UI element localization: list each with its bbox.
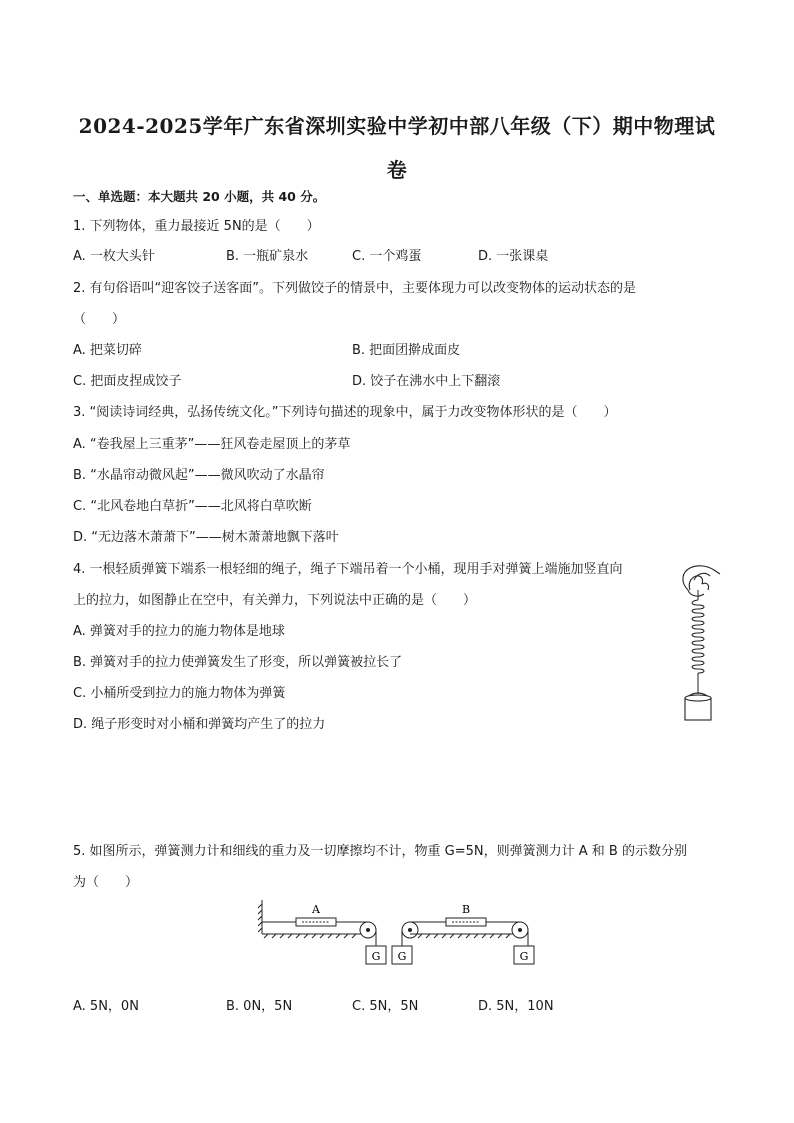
weight-label-3: G xyxy=(519,950,529,963)
q1-stem: 1. 下列物体，重力最接近 5N的是（ ） xyxy=(73,219,320,234)
title-line-1: 2024-2025学年广东省深圳实验中学初中部八年级（下）期中物理试 xyxy=(78,114,716,138)
q3-option-d: D. “无边落木萧萧下”——树木萧萧地飘下落叶 xyxy=(73,530,339,545)
q5-option-a: A. 5N，0N xyxy=(73,999,139,1014)
q3-stem: 3. “阅读诗词经典，弘扬传统文化。”下列诗句描述的现象中，属于力改变物体形状的是（ ） xyxy=(73,405,617,420)
q3-option-c: C. “北风卷地白草折”——北风将白草吹断 xyxy=(73,499,312,514)
q5-option-c: C. 5N，5N xyxy=(352,999,419,1014)
q2-stem-cont: （ ） xyxy=(73,312,126,327)
weight-label-2: G xyxy=(397,950,407,963)
scale-b-label: B xyxy=(461,903,471,916)
hand-icon xyxy=(683,566,720,596)
q4-option-a: A. 弹簧对手的拉力的施力物体是地球 xyxy=(73,624,285,639)
weight-label-1: G xyxy=(371,950,381,963)
section-heading: 一、单选题：本大题共 20 小题，共 40 分。 xyxy=(73,189,326,204)
q4-stem-cont: 上的拉力，如图静止在空中，有关弹力，下列说法中正确的是（ ） xyxy=(73,593,477,608)
q5-stem: 5. 如图所示，弹簧测力计和细线的重力及一切摩擦均不计，物重 G=5N，则弹簧测力计 A 和 B 的示数分别 xyxy=(73,844,687,859)
q2-option-b: B. 把面团擀成面皮 xyxy=(352,343,461,358)
q1-option-d: D. 一张课桌 xyxy=(478,249,549,264)
q2-stem: 2. 有句俗语叫“迎客饺子送客面”。下列做饺子的情景中，主要体现力可以改变物体的运动状态的是 xyxy=(73,281,637,296)
q5-stem-cont: 为（ ） xyxy=(73,875,139,890)
q4-option-d: D. 绳子形变时对小桶和弹簧均产生了的拉力 xyxy=(73,717,326,732)
q5-option-d: D. 5N，10N xyxy=(478,999,554,1014)
q2-option-d: D. 饺子在沸水中上下翻滚 xyxy=(352,374,501,389)
q4-option-b: B. 弹簧对手的拉力使弹簧发生了形变，所以弹簧被拉长了 xyxy=(73,655,403,670)
page-title xyxy=(60,104,734,192)
q4-option-c: C. 小桶所受到拉力的施力物体为弹簧 xyxy=(73,686,286,701)
spring-coils xyxy=(692,590,704,694)
q5-option-b: B. 0N，5N xyxy=(226,999,293,1014)
q3-option-a: A. “卷我屋上三重茅”——狂风卷走屋顶上的茅草 xyxy=(73,437,351,452)
q2-option-a: A. 把菜切碎 xyxy=(73,343,142,358)
q1-option-a: A. 一枚大头针 xyxy=(73,249,155,264)
q3-option-b: B. “水晶帘动微风起”——微风吹动了水晶帘 xyxy=(73,468,325,483)
hand-spring-bucket-figure xyxy=(672,560,728,725)
q4-stem: 4. 一根轻质弹簧下端系一根轻细的绳子，绳子下端吊着一个小桶，现用手对弹簧上端施加竖直向 xyxy=(73,562,623,577)
q1-option-b: B. 一瓶矿泉水 xyxy=(226,249,309,264)
q2-option-c: C. 把面皮捏成饺子 xyxy=(73,374,182,389)
title-line-2: 卷 xyxy=(386,158,408,182)
spring-scale-figure xyxy=(258,898,540,966)
bucket xyxy=(685,693,711,720)
q1-option-c: C. 一个鸡蛋 xyxy=(352,249,422,264)
scale-a-label: A xyxy=(312,903,320,916)
